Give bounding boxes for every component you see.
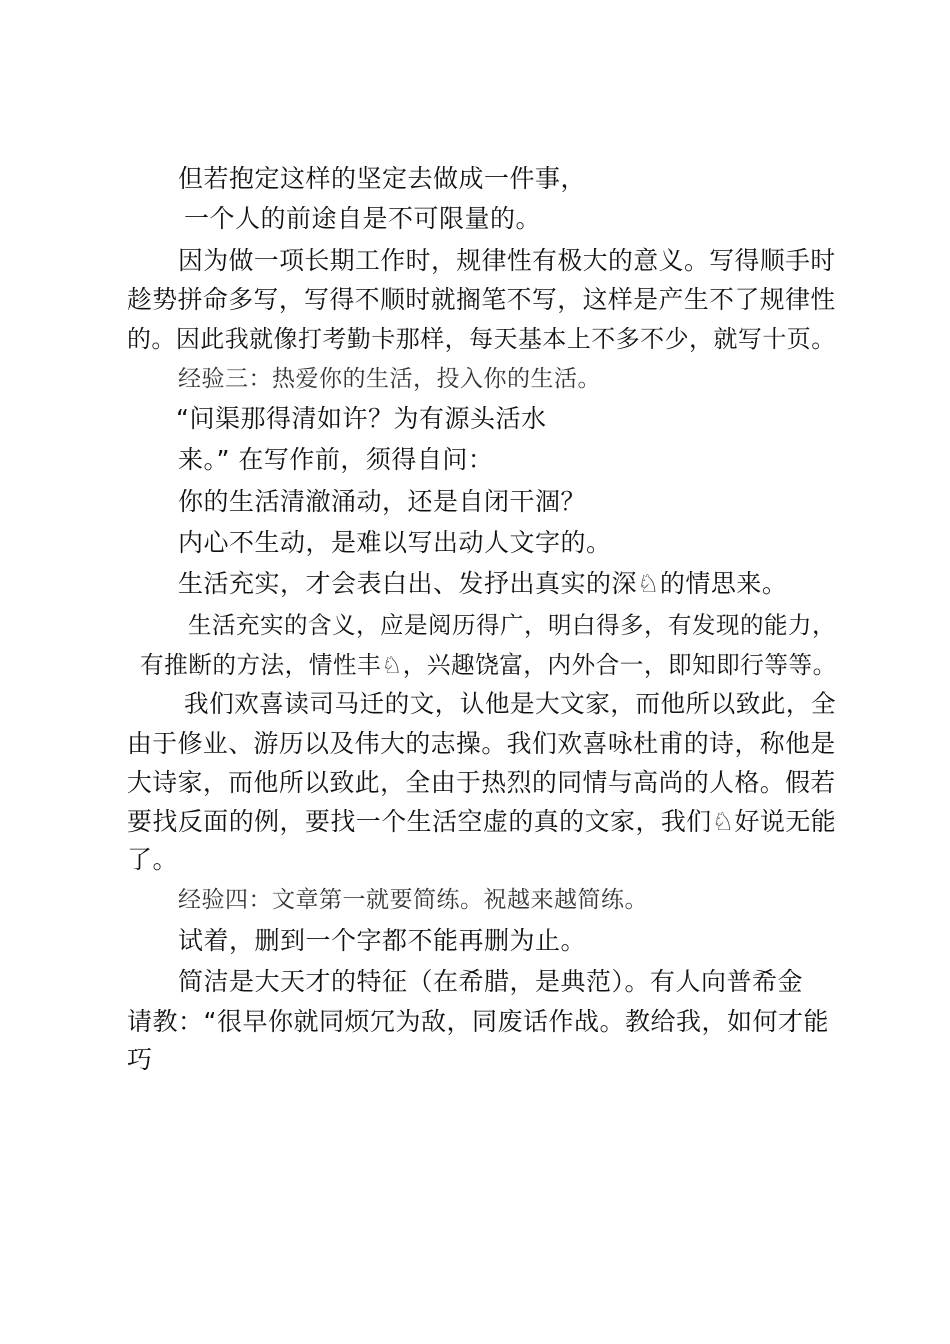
text-line-10: 内心不生动，是难以写出动人文字的。: [178, 528, 612, 557]
text-line-3: 因为做一项长期工作时，规律性有极大的意义。写得顺手时: [178, 246, 836, 275]
text-line-14: 我们欢喜读司马迁的文，认他是大文家，而他所以致此，全: [184, 689, 837, 718]
text-line-20: 试着，删到一个字都不能再删为止。: [178, 926, 587, 955]
text-line-15: 由于修业、游历以及伟大的志操。我们欢喜咏杜甫的诗，称他是: [127, 729, 836, 758]
text-line-13: 有推断的方法，情性丰♘，兴趣饶富，内外合一，即知即行等等。: [140, 651, 837, 679]
text-line-11: 生活充实，才会表白出、发抒出真实的深♘的情思来。: [178, 569, 788, 598]
text-line-7: “问渠那得清如许？为有源头活水: [176, 404, 547, 433]
text-line-9: 你的生活清澈涌动，还是自闭干涸？: [178, 487, 587, 516]
text-line-18: 了。: [127, 845, 179, 874]
text-line-23: 巧: [127, 1045, 153, 1074]
heading-experience-three: 经验三：热爱你的生活，投入你的生活。: [178, 366, 601, 392]
text-line-12: 生活充实的含义，应是阅历得广，明白得多，有发现的能力，: [188, 611, 836, 639]
text-line-22: 请教：“很早你就同烦冗为敌，同废话作战。教给我，如何才能: [127, 1007, 829, 1036]
text-line-5: 的。因此我就像打考勤卡那样，每天基本上不多不少，就写十页。: [127, 325, 836, 353]
text-line-16: 大诗家，而他所以致此，全由于热烈的同情与高尚的人格。假若: [127, 768, 836, 797]
text-line-21: 简洁是大天才的特征（在希腊，是典范）。有人向普希金: [178, 967, 804, 996]
text-line-8: 来。” 在写作前，须得自问：: [178, 445, 494, 474]
text-line-2: 一个人的前途自是不可限量的。: [184, 204, 542, 233]
text-line-4: 趁势拼命多写，写得不顺时就搁笔不写，这样是产生不了规律性: [127, 285, 836, 314]
heading-experience-four: 经验四：文章第一就要简练。祝越来越简练。: [178, 887, 648, 913]
text-line-17: 要找反面的例，要找一个生活空虚的真的文家，我们♘好说无能: [127, 807, 837, 836]
text-line-1: 但若抱定这样的坚定去做成一件事，: [178, 164, 587, 193]
